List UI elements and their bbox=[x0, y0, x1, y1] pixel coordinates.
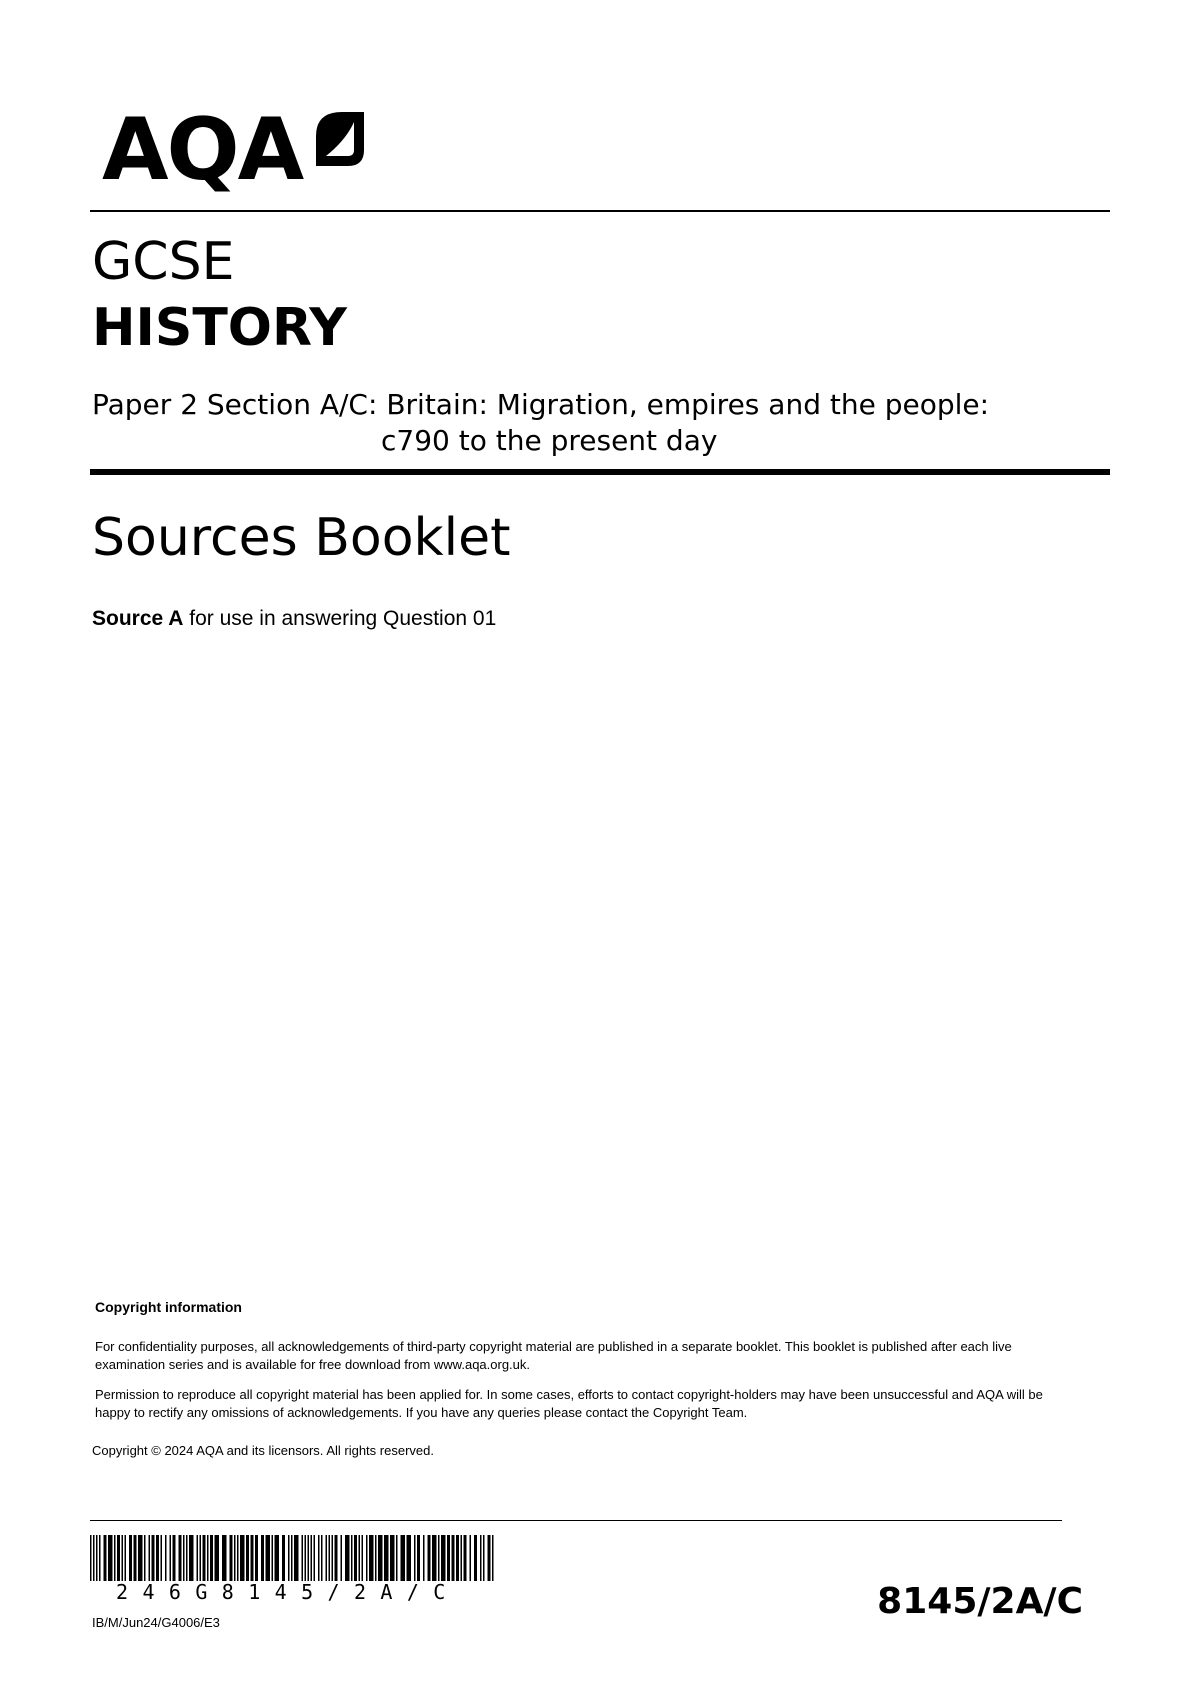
header-divider bbox=[90, 210, 1110, 212]
source-instruction bbox=[92, 606, 496, 632]
barcode-digits: 246G8145/2A/C bbox=[116, 1580, 460, 1604]
qualification-title: GCSE bbox=[92, 232, 235, 292]
footer-divider bbox=[90, 1520, 1062, 1521]
copyright-paragraph-2: Permission to reproduce all copyright material has been applied for. In some cases, efforts to contact copyright-holders may have been unsuccessful and AQA will be happy to rectify any omissions of acknowledgements. If you have any queries please contact the Copyright Team. bbox=[95, 1387, 1043, 1420]
paper-title-line2: c790 to the present day bbox=[381, 424, 718, 457]
aqa-leaf-icon bbox=[308, 106, 366, 166]
subject-title: HISTORY bbox=[92, 298, 347, 358]
copyright-notice: Copyright © 2024 AQA and its licensors. All rights reserved. bbox=[92, 1443, 434, 1458]
aqa-logo-text: AQA bbox=[102, 100, 303, 200]
source-label: Source A bbox=[92, 607, 184, 630]
aqa-logo bbox=[102, 100, 372, 200]
barcode-icon bbox=[90, 1535, 495, 1581]
copyright-heading: Copyright information bbox=[95, 1299, 242, 1315]
reference-code: IB/M/Jun24/G4006/E3 bbox=[92, 1615, 220, 1630]
copyright-information bbox=[95, 1298, 1075, 1434]
copyright-paragraph-1: For confidentiality purposes, all acknowledgements of third-party copyright material are published in a separate booklet. This booklet is published after each live examination series and is available for free download from www.aqa.org.uk. bbox=[95, 1339, 1012, 1372]
source-text: for use in answering Question 01 bbox=[183, 607, 497, 630]
paper-title-line1: Paper 2 Section A/C: Britain: Migration, empires and the people: bbox=[92, 388, 990, 421]
title-divider bbox=[90, 469, 1110, 475]
paper-code: 8145/2A/C bbox=[877, 1581, 1083, 1622]
booklet-title: Sources Booklet bbox=[92, 508, 511, 568]
